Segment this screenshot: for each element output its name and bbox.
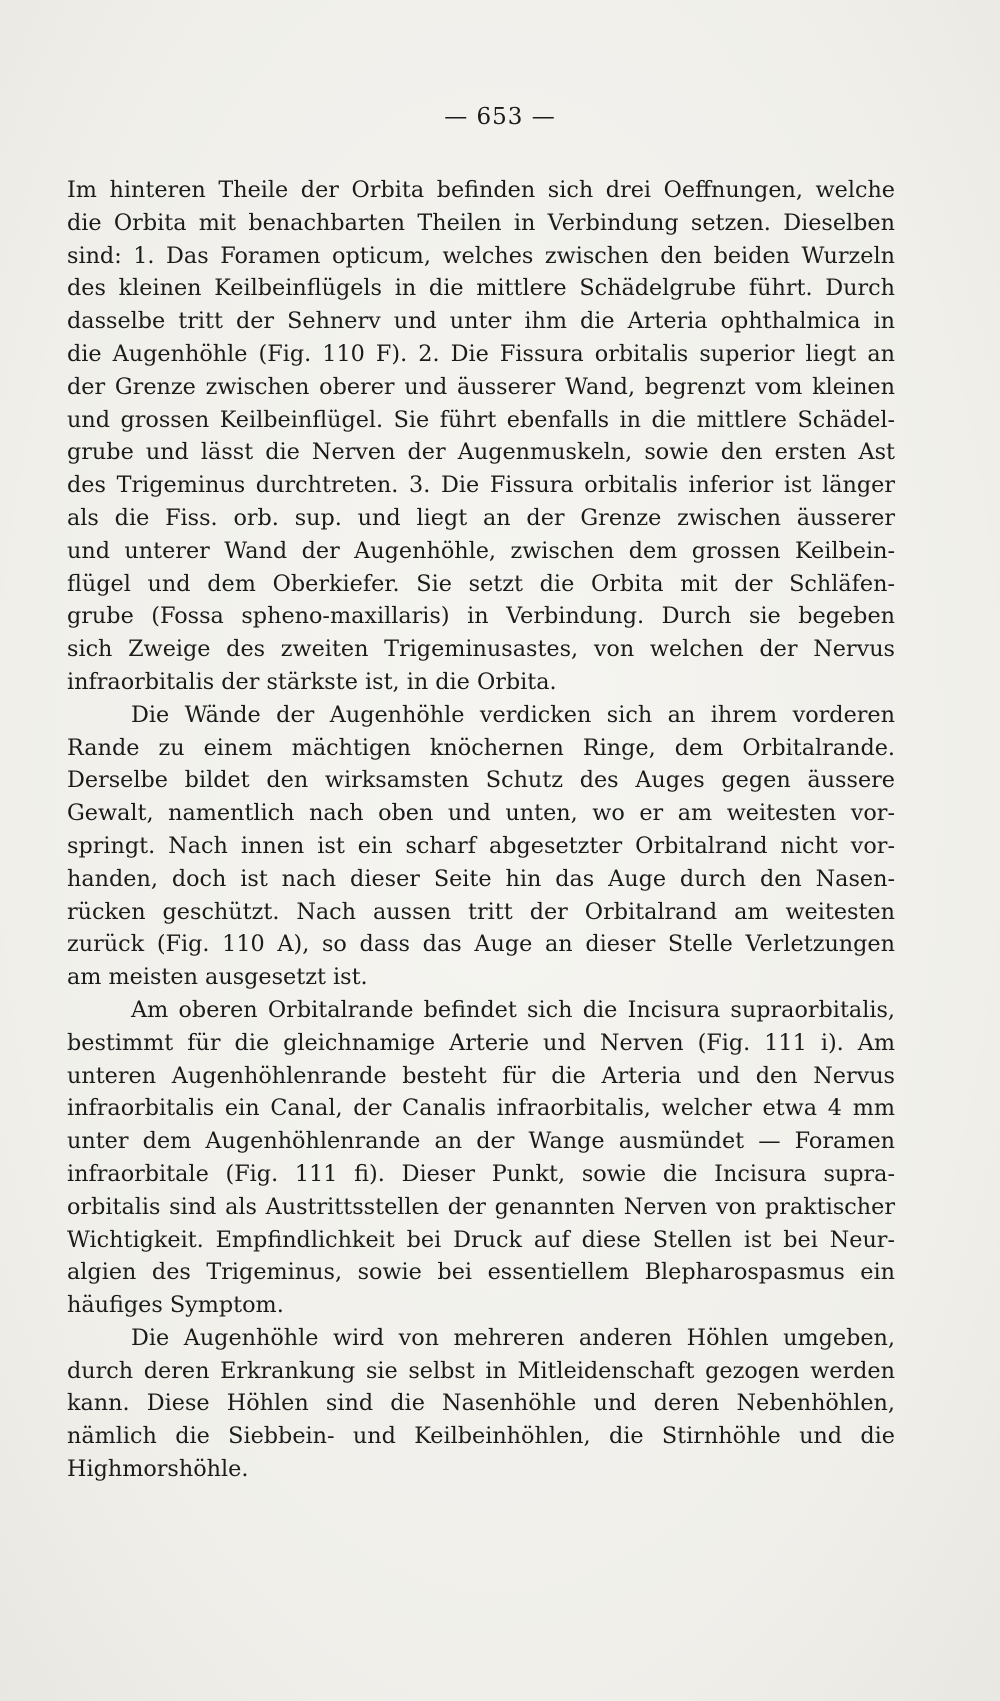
text-line: unteren Augenhöhlenrande besteht für die Arteria und den Nervus <box>67 1062 895 1089</box>
text-line: grube (Fossa spheno-maxillaris) in Verbindung. Durch sie begeben <box>67 603 895 630</box>
text-line: Highmorshöhle. <box>67 1456 249 1483</box>
text-line: sich Zweige des zweiten Trigeminusastes, von welchen der Nervus <box>67 636 895 663</box>
text-line: die Augenhöhle (Fig. 110 F). 2. Die Fissura orbitalis superior liegt an <box>67 340 895 367</box>
text-line: zurück (Fig. 110 A), so dass das Auge an dieser Stelle Verletzungen <box>67 931 895 958</box>
text-line: handen, doch ist nach dieser Seite hin das Auge durch den Nasen- <box>67 865 895 892</box>
text-line: bestimmt für die gleichnamige Arterie und Nerven (Fig. 111 i). Am <box>67 1029 895 1056</box>
text-line: Derselbe bildet den wirksamsten Schutz des Auges gegen äussere <box>67 767 895 794</box>
text-line: Am oberen Orbitalrande befindet sich die Incisura supraorbitalis, <box>131 996 895 1023</box>
paragraph <box>67 994 895 1322</box>
text-line: als die Fiss. orb. sup. und liegt an der Grenze zwischen äusserer <box>67 504 895 531</box>
text-line: am meisten ausgesetzt ist. <box>67 964 368 991</box>
text-line: Die Wände der Augenhöhle verdicken sich an ihrem vorderen <box>131 701 895 728</box>
page-number: — 653 — <box>444 104 556 130</box>
text-line: kann. Diese Höhlen sind die Nasenhöhle und deren Nebenhöhlen, <box>67 1390 895 1417</box>
paragraph <box>67 174 895 699</box>
text-line: algien des Trigeminus, sowie bei essentiellem Blepharospasmus ein <box>67 1259 895 1286</box>
text-line: dasselbe tritt der Sehnerv und unter ihm die Arteria ophthalmica in <box>67 308 895 335</box>
text-line: infraorbitale (Fig. 111 fi). Dieser Punkt, sowie die Incisura supra- <box>67 1160 895 1187</box>
text-line: grube und lässt die Nerven der Augenmuskeln, sowie den ersten Ast <box>67 439 895 466</box>
text-line: Im hinteren Theile der Orbita befinden sich drei Oeffnungen, welche <box>67 177 895 203</box>
text-line: häufiges Symptom. <box>67 1292 284 1319</box>
text-line: unter dem Augenhöhlenrande an der Wange ausmündet — Foramen <box>67 1128 895 1155</box>
text-line: Rande zu einem mächtigen knöchernen Ringe, dem Orbitalrande. <box>67 734 895 761</box>
text-line: die Orbita mit benachbarten Theilen in Verbindung setzen. Dieselben <box>67 209 895 236</box>
paragraph <box>67 699 895 994</box>
text-line: durch deren Erkrankung sie selbst in Mitleidenschaft gezogen werden <box>67 1357 895 1384</box>
paragraph <box>67 1322 895 1486</box>
text-line: rücken geschützt. Nach aussen tritt der Orbitalrand am weitesten <box>67 898 895 925</box>
text-line: infraorbitalis ein Canal, der Canalis infraorbitalis, welcher etwa 4 mm <box>67 1095 895 1122</box>
text-line: Wichtigkeit. Empfindlichkeit bei Druck auf diese Stellen ist bei Neur- <box>67 1226 895 1253</box>
text-line: sind: 1. Das Foramen opticum, welches zwischen den beiden Wurzeln <box>67 242 895 269</box>
text-line: Die Augenhöhle wird von mehreren anderen Höhlen umgeben, <box>131 1324 895 1351</box>
text-line: flügel und dem Oberkiefer. Sie setzt die Orbita mit der Schläfen- <box>67 570 895 597</box>
text-line: nämlich die Siebbein- und Keilbeinhöhlen, die Stirnhöhle und die <box>67 1423 895 1450</box>
text-line: und unterer Wand der Augenhöhle, zwischen dem grossen Keilbein- <box>67 537 895 564</box>
text-line: orbitalis sind als Austrittsstellen der genannten Nerven von praktischer <box>67 1193 895 1220</box>
text-line: springt. Nach innen ist ein scharf abgesetzter Orbitalrand nicht vor- <box>67 832 895 859</box>
text-line: infraorbitalis der stärkste ist, in die Orbita. <box>67 668 557 695</box>
text-line: des Trigeminus durchtreten. 3. Die Fissura orbitalis inferior ist länger <box>67 472 895 499</box>
body-text <box>67 174 895 1486</box>
text-line: des kleinen Keilbeinflügels in die mittlere Schädelgrube führt. Durch <box>67 275 895 302</box>
text-line: der Grenze zwischen oberer und äusserer Wand, begrenzt vom kleinen <box>67 373 895 400</box>
text-line: Gewalt, namentlich nach oben und unten, wo er am weitesten vor- <box>67 800 895 827</box>
text-line: und grossen Keilbeinflügel. Sie führt ebenfalls in die mittlere Schädel- <box>67 406 895 433</box>
